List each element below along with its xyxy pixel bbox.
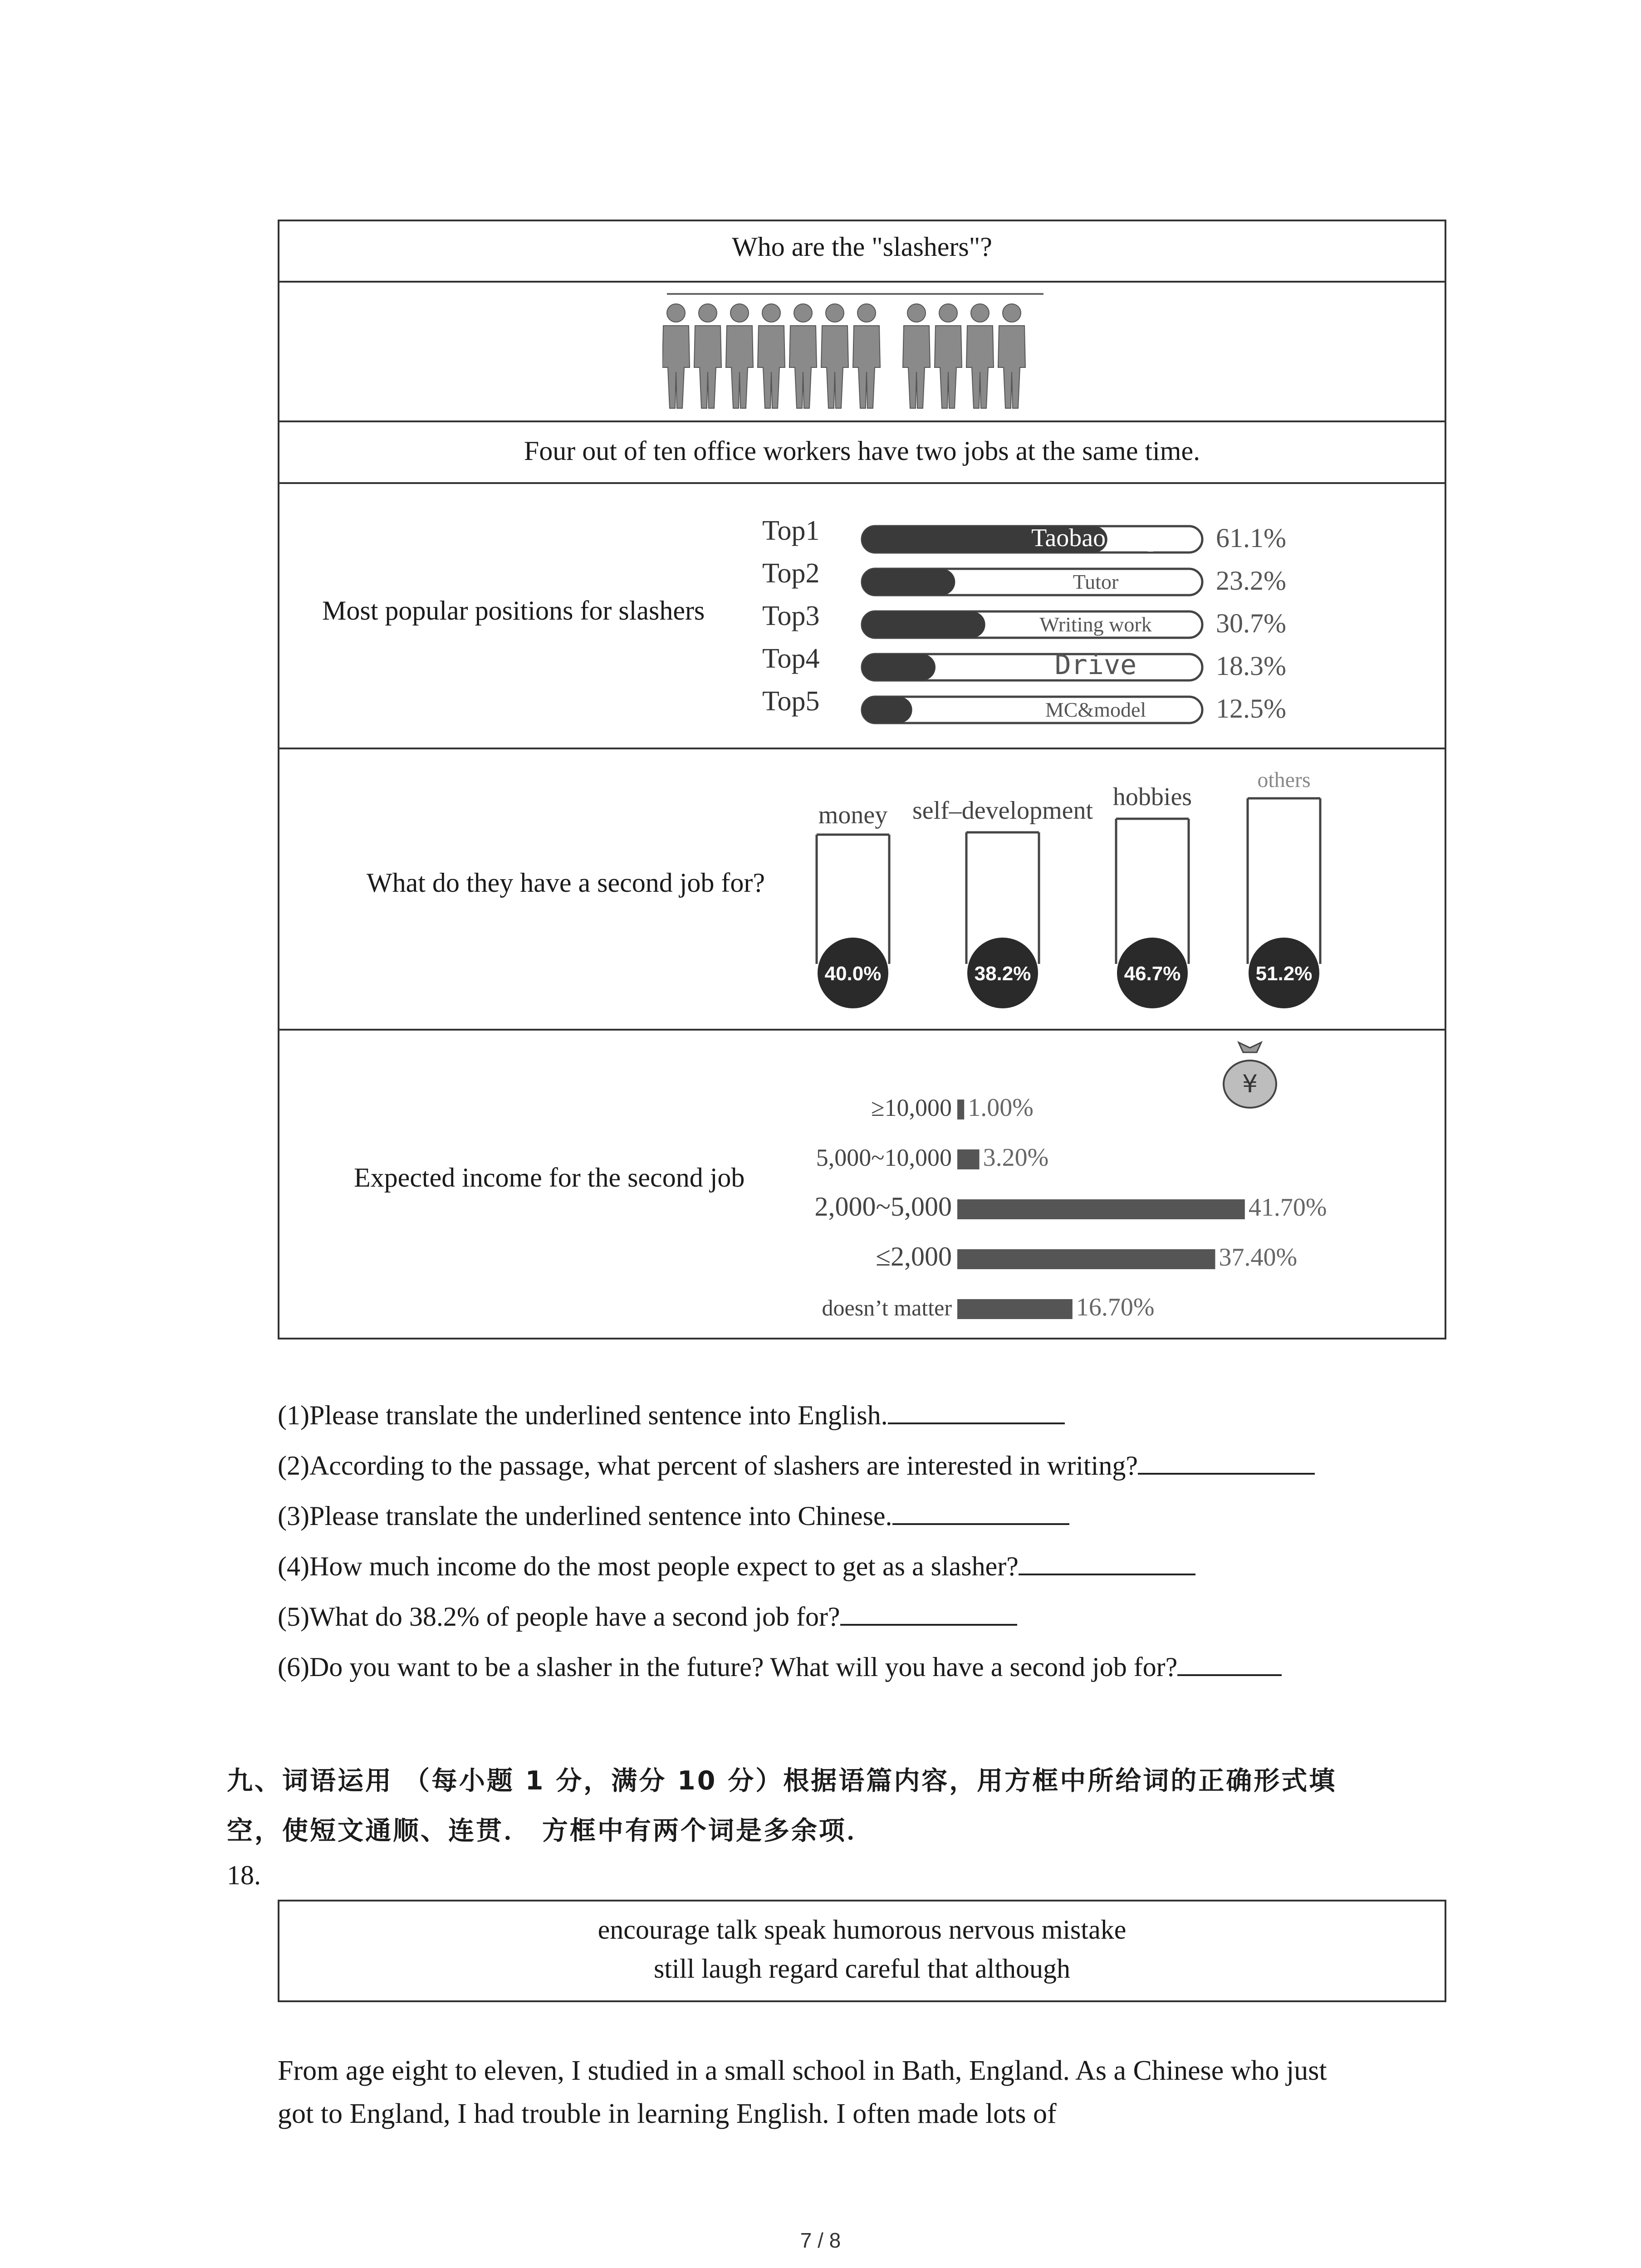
position-rank: Top3 [762, 601, 820, 631]
section-title-line-1: 九、词语运用 （每小题 1 分，满分 10 分）根据语篇内容，用方框中所给词的正确形式填 [227, 1766, 1337, 1796]
position-percent: 30.7% [1216, 608, 1286, 638]
reason-name: money [818, 801, 888, 829]
positions-chart [753, 494, 1397, 739]
person-figure [662, 304, 690, 408]
income-percent: 1.00% [968, 1094, 1034, 1122]
reasons-label: What do they have a second job for? [367, 868, 765, 898]
reason-percent: 40.0% [824, 963, 882, 985]
table-header: Who are the "slashers"? [732, 232, 992, 262]
person-figure [694, 304, 721, 408]
income-percent: 41.70% [1248, 1193, 1327, 1222]
reasons-chart [808, 755, 1388, 1023]
income-range: doesn’t matter [822, 1295, 952, 1320]
position-name: Drive [1054, 649, 1137, 681]
question-3: (3)Please translate the underlined sentence into Chinese. [278, 1498, 1069, 1532]
position-name: Writing work [1039, 613, 1152, 636]
income-bar [957, 1199, 1245, 1219]
question-1: (1)Please translate the underlined sentence into English. [278, 1397, 1065, 1431]
reason-item [817, 801, 889, 1008]
person-figure [903, 304, 930, 408]
person-figure [998, 304, 1025, 408]
person-figure [758, 304, 785, 408]
reason-item [1248, 768, 1320, 1008]
income-row [815, 1192, 1327, 1222]
reason-item [912, 797, 1093, 1008]
positions-label: Most popular positions for slashers [322, 596, 705, 626]
question-5: (5)What do 38.2% of people have a second job for? [278, 1598, 1017, 1633]
person-figure [935, 304, 962, 408]
income-percent: 37.40% [1219, 1243, 1298, 1271]
people-icon [662, 290, 1048, 413]
income-row [876, 1242, 1297, 1271]
income-bar [957, 1249, 1215, 1269]
income-chart [789, 1084, 1388, 1329]
position-rank: Top2 [762, 558, 820, 589]
reason-name: others [1257, 768, 1311, 792]
person-figure [789, 304, 817, 408]
page-number: 7 / 8 [800, 2229, 841, 2252]
svg-text:¥: ¥ [1242, 1070, 1258, 1098]
question-number: 18. [227, 1860, 261, 1890]
position-bar [862, 697, 912, 723]
question-4: (4)How much income do the most people expect to get as a slasher? [278, 1548, 1195, 1582]
income-row [816, 1144, 1049, 1172]
position-row [762, 515, 1286, 553]
income-bar [957, 1100, 964, 1119]
passage-line-1: From age eight to eleven, I studied in a small school in Bath, England. As a Chinese who just [278, 2055, 1327, 2086]
reason-name: self–development [912, 797, 1093, 825]
position-percent: 12.5% [1216, 694, 1286, 723]
position-percent: 61.1% [1216, 523, 1286, 553]
position-bar [862, 569, 955, 595]
reason-percent: 38.2% [974, 963, 1031, 985]
person-figure [726, 304, 753, 408]
reason-percent: 51.2% [1255, 963, 1313, 985]
reason-item [1113, 783, 1192, 1008]
word-box-line-1: encourage talk speak humorous nervous mistake [598, 1915, 1127, 1945]
position-track [862, 697, 1202, 723]
word-box [278, 1900, 1446, 2002]
position-row [762, 643, 1286, 681]
position-name: Taobao shop [1031, 524, 1160, 552]
income-range: 5,000~10,000 [816, 1144, 952, 1171]
position-percent: 18.3% [1216, 651, 1286, 681]
income-row [822, 1293, 1155, 1321]
income-range: ≥10,000 [871, 1094, 952, 1121]
income-percent: 16.70% [1076, 1293, 1155, 1321]
person-figure [821, 304, 848, 408]
position-row [762, 601, 1286, 638]
income-percent: 3.20% [983, 1144, 1049, 1172]
income-range: 2,000~5,000 [814, 1192, 952, 1222]
income-bar [957, 1149, 980, 1169]
position-name: MC&model [1045, 698, 1146, 721]
word-box-line-2: still laugh regard careful that although [653, 1954, 1071, 1984]
position-rank: Top4 [762, 643, 820, 674]
person-figure [853, 304, 880, 408]
reason-percent: 46.7% [1124, 963, 1181, 985]
position-rank: Top1 [762, 515, 820, 546]
position-row [762, 686, 1286, 723]
position-bar [862, 654, 936, 680]
question-6: (6)Do you want to be a slasher in the future? What will you have a second job for? [278, 1649, 1282, 1683]
section-title-line-2: 空，使短文通顺、连贯． 方框中有两个词是多余项． [227, 1816, 874, 1846]
question-2: (2)According to the passage, what percent of slashers are interested in writing? [278, 1447, 1315, 1481]
position-row [762, 558, 1286, 596]
position-percent: 23.2% [1216, 566, 1286, 596]
reason-name: hobbies [1112, 783, 1192, 811]
person-figure [966, 304, 994, 408]
income-bar [957, 1299, 1073, 1319]
income-range: ≤2,000 [876, 1242, 952, 1271]
position-name: Tutor [1073, 570, 1119, 593]
income-row [871, 1094, 1034, 1122]
table-statement: Four out of ten office workers have two jobs at the same time. [524, 436, 1200, 466]
position-bar [862, 611, 985, 638]
position-rank: Top5 [762, 686, 820, 717]
passage-line-2: got to England, I had trouble in learning English. I often made lots of [278, 2098, 1057, 2129]
income-label: Expected income for the second job [354, 1163, 745, 1193]
